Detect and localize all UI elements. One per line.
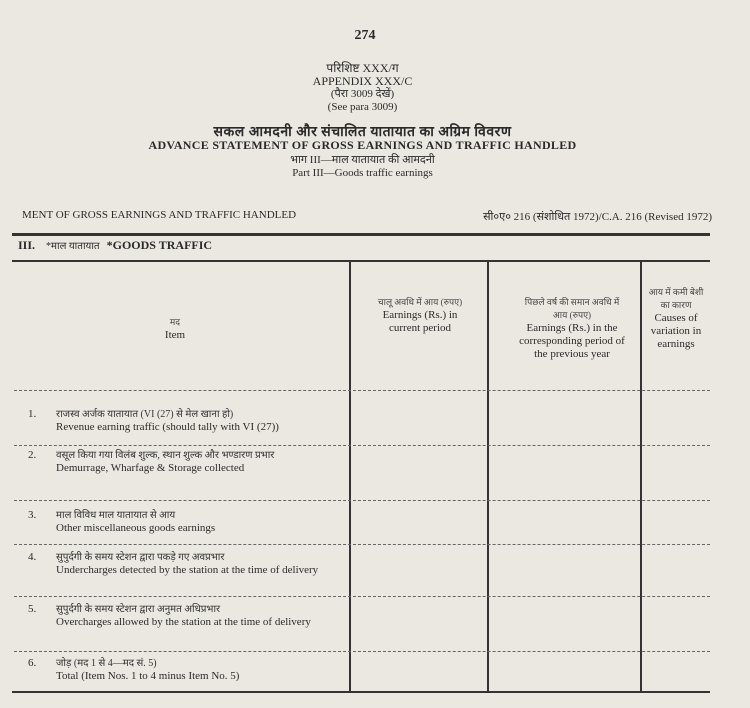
row-label: Other miscellaneous goods earnings <box>56 522 216 534</box>
form-subheader <box>22 209 712 221</box>
column-divider <box>640 262 642 692</box>
row-label: Overcharges allowed by the station at the time of delivery <box>56 616 311 628</box>
header-divider <box>14 390 710 391</box>
row-divider <box>14 445 710 446</box>
section-title-english: *GOODS TRAFFIC <box>106 238 213 252</box>
row-label-hindi: राजस्व अर्जक यातायात (VI (27) से मेल खाना हो) <box>56 409 234 420</box>
row-divider <box>14 651 710 652</box>
row-label: Revenue earning traffic (should tally with VI (27)) <box>56 421 279 433</box>
column-header-label: Causes of variation in earnings <box>650 312 702 350</box>
column-divider <box>487 262 489 692</box>
statement-title: ADVANCE STATEMENT OF GROSS EARNINGS AND TRAFFIC HANDLED <box>148 138 577 152</box>
row-number: 5. <box>28 603 37 615</box>
row-label: Total (Item Nos. 1 to 4 minus Item No. 5) <box>56 670 240 682</box>
part-title: Part III—Goods traffic earnings <box>292 167 433 179</box>
row-number: 4. <box>28 551 37 563</box>
appendix-hindi: परिशिष्ट XXX/ग <box>326 61 399 75</box>
top-rule <box>12 233 710 236</box>
row-label: Demurrage, Wharfage & Storage collected <box>56 462 245 474</box>
row-divider <box>14 596 710 597</box>
column-header-hindi: पिछले वर्ष की समान अवधि में आय (रुपए) <box>524 297 620 320</box>
form-code: सी०ए० 216 (संशोधित 1972)/C.A. 216 (Revised 1972) <box>483 211 712 223</box>
page-number: 274 <box>354 28 376 43</box>
row-number: 2. <box>28 449 37 461</box>
column-header-hindi: मद <box>169 317 181 327</box>
section-title-hindi: *माल यातायात <box>46 241 100 252</box>
para-reference: (See para 3009) <box>327 101 398 113</box>
column-header-item <box>60 316 290 342</box>
row-label-hindi: वसूल किया गया विलंब शुल्क, स्थान शुल्क और भण्डारण प्रभार <box>56 450 275 461</box>
row-number: 1. <box>28 408 37 420</box>
para-reference-hindi: (पैरा 3009 देखें) <box>330 88 395 100</box>
table-bottom-rule <box>12 691 710 693</box>
column-header-hindi: आय में कमी बेशी का कारण <box>648 287 704 310</box>
statement-title-hindi: सकल आमदनी और संचालित यातायात का अग्रिम विवरण <box>213 125 512 140</box>
section-title <box>18 238 212 253</box>
column-header-hindi: चालू अवधि में आय (रुपए) <box>377 297 463 307</box>
row-label-hindi: सुपुर्दगी के समय स्टेशन द्वारा अनुमत अधिप्रभार <box>56 604 221 615</box>
column-header-label: Item <box>164 329 186 341</box>
document-header <box>0 62 725 180</box>
row-divider <box>14 500 710 501</box>
row-number: 6. <box>28 657 37 669</box>
table-top-rule <box>12 260 710 262</box>
row-label-hindi: सुपुर्दगी के समय स्टेशन द्वारा पकड़े गए अवप्रभार <box>56 552 225 563</box>
appendix-title: APPENDIX XXX/C <box>312 74 413 88</box>
row-label-hindi: जोड़ (मद 1 से 4—मद सं. 5) <box>56 658 157 669</box>
column-header-previous <box>517 296 627 361</box>
part-title-hindi: भाग III—माल यातायात की आमदनी <box>290 154 435 166</box>
section-number: III. <box>18 238 36 252</box>
row-divider <box>14 544 710 545</box>
row-label: Undercharges detected by the station at the time of delivery <box>56 564 319 576</box>
column-header-label: Earnings (Rs.) in the corresponding period of the previous year <box>519 322 625 360</box>
column-header-causes <box>645 286 707 351</box>
row-label-hindi: माल विविध माल यातायात से आय <box>56 510 176 521</box>
running-header: MENT OF GROSS EARNINGS AND TRAFFIC HANDLED <box>22 209 297 221</box>
column-header-current <box>376 296 464 335</box>
column-header-label: Earnings (Rs.) in current period <box>382 309 458 334</box>
row-number: 3. <box>28 509 37 521</box>
